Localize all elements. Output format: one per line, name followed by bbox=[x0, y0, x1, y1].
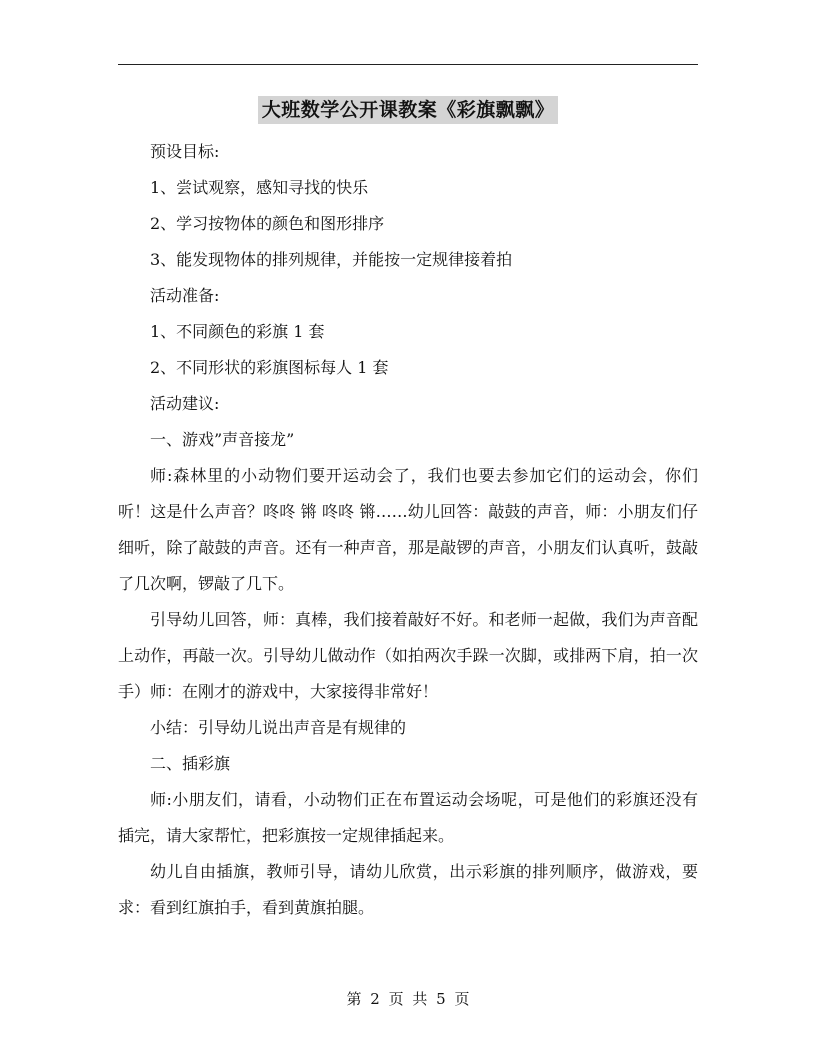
document-title: 大班数学公开课教案《彩旗飘飘》 bbox=[258, 96, 559, 124]
paragraph: 预设目标: bbox=[150, 142, 220, 161]
paragraph: 2、不同形状的彩旗图标每人 1 套 bbox=[150, 358, 389, 377]
paragraph: 活动建议: bbox=[150, 394, 220, 413]
paragraph: 3、能发现物体的排列规律，并能按一定规律接着拍 bbox=[150, 250, 513, 269]
paragraph: 师:森林里的小动物们要开运动会了，我们也要去参加它们的运动会，你们听！这是什么声音？咚咚 锵 咚咚 锵……幼儿回答：敲鼓的声音，师：小朋友们仔细听，除了敲鼓的声音。还有一种声音，那是敲锣的声音，小朋友们认真听，鼓敲了几次啊，锣敲了几下。 bbox=[118, 466, 698, 593]
paragraph: 引导幼儿回答，师：真棒，我们接着敲好不好。和老师一起做，我们为声音配上动作，再敲一次。引导幼儿做动作（如拍两次手跺一次脚，或排两下肩，拍一次手）师：在刚才的游戏中，大家接得非常好！ bbox=[118, 610, 698, 701]
paragraph: 小结：引导幼儿说出声音是有规律的 bbox=[150, 718, 407, 737]
paragraph: 1、尝试观察，感知寻找的快乐 bbox=[150, 178, 369, 197]
paragraph: 二、插彩旗 bbox=[150, 754, 231, 773]
paragraph: 师:小朋友们，请看，小动物们正在布置运动会场呢，可是他们的彩旗还没有插完，请大家帮忙，把彩旗按一定规律插起来。 bbox=[118, 790, 698, 845]
page-footer: 第 2 页 共 5 页 bbox=[346, 990, 470, 1008]
title-container bbox=[0, 96, 816, 124]
paragraph: 2、学习按物体的颜色和图形排序 bbox=[150, 214, 385, 233]
header-rule bbox=[118, 64, 698, 65]
document-body bbox=[118, 134, 698, 926]
paragraph: 幼儿自由插旗，教师引导，请幼儿欣赏，出示彩旗的排列顺序，做游戏，要求：看到红旗拍手，看到黄旗拍腿。 bbox=[118, 862, 698, 917]
paragraph: 活动准备: bbox=[150, 286, 220, 305]
paragraph: 一、游戏”声音接龙” bbox=[150, 430, 295, 449]
paragraph: 1、不同颜色的彩旗 1 套 bbox=[150, 322, 325, 341]
